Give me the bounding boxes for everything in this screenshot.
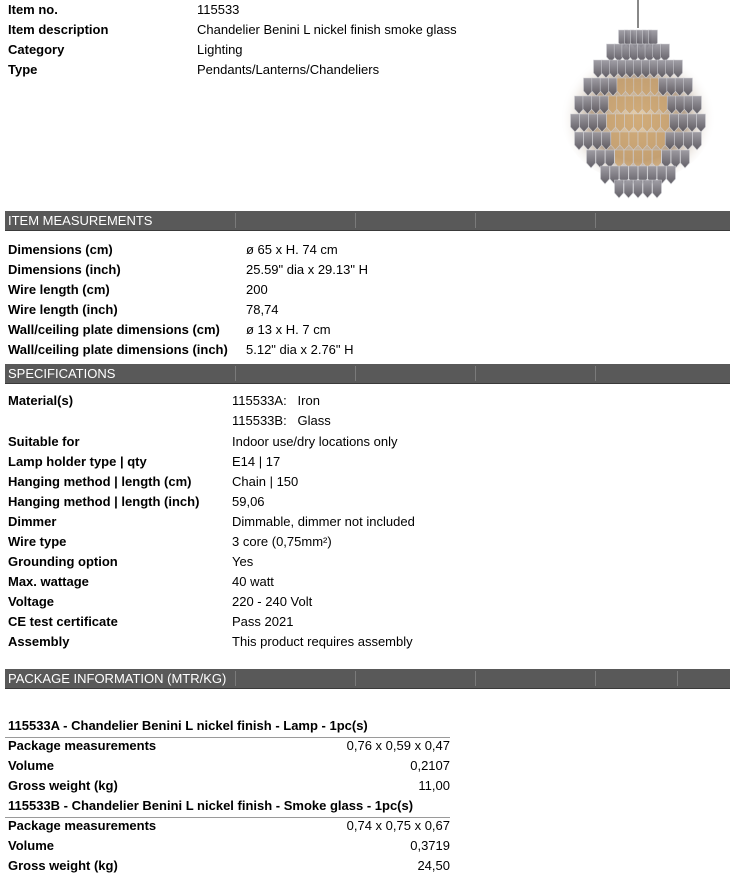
package-a-title: 115533A - Chandelier Benini L nickel finish - Lamp - 1pc(s): [8, 718, 368, 733]
section-bar-measurements: [5, 211, 730, 231]
row-label: Wire type: [8, 534, 67, 549]
row-label: Suitable for: [8, 434, 80, 449]
bar-divider: [355, 366, 356, 381]
bar-divider: [595, 366, 596, 381]
type-label: Type: [8, 62, 38, 77]
section-title-package: PACKAGE INFORMATION (MTR/KG): [8, 671, 227, 686]
glass-crystal: [667, 166, 676, 184]
package-a-measurements-value: 0,76 x 0,59 x 0,47: [346, 738, 450, 753]
package-b-title: 115533B - Chandelier Benini L nickel finish - Smoke glass - 1pc(s): [8, 798, 414, 813]
row-label: Wire length (cm): [8, 282, 110, 297]
row-label: Wall/ceiling plate dimensions (inch): [8, 342, 228, 357]
glass-crystals: [571, 30, 706, 198]
bar-divider: [595, 671, 596, 686]
row-value: Pass 2021: [232, 614, 294, 629]
row-value: This product requires assembly: [232, 634, 413, 649]
bar-divider: [235, 671, 236, 686]
type-value: Pendants/Lanterns/Chandeliers: [197, 62, 380, 77]
row-label: CE test certificate: [8, 614, 118, 629]
item-no-label: Item no.: [8, 2, 58, 17]
bar-divider: [235, 213, 236, 228]
row-value: ø 13 x H. 7 cm: [246, 322, 331, 337]
glass-crystal: [615, 180, 624, 198]
bar-divider: [355, 213, 356, 228]
glass-crystal: [643, 180, 652, 198]
row-value: Dimmable, dimmer not included: [232, 514, 415, 529]
row-value: 5.12" dia x 2.76" H: [246, 342, 354, 357]
section-bar-specifications: [5, 364, 730, 384]
package-b-measurements-label: Package measurements: [8, 818, 157, 833]
row-label: Dimensions (cm): [8, 242, 113, 257]
row-value: Yes: [232, 554, 254, 569]
row-value: 200: [246, 282, 268, 297]
bar-divider: [475, 366, 476, 381]
bar-divider: [475, 213, 476, 228]
bar-divider: [677, 671, 678, 686]
package-b-weight-value: 24,50: [417, 858, 450, 873]
row-label: Assembly: [8, 634, 70, 649]
row-value: Indoor use/dry locations only: [232, 434, 398, 449]
material-b-value: 115533B: Glass: [232, 413, 331, 428]
row-value: 59,06: [232, 494, 265, 509]
row-label: Hanging method | length (cm): [8, 474, 192, 489]
material-a-value: 115533A: Iron: [232, 393, 320, 408]
row-value: Chain | 150: [232, 474, 299, 489]
package-a-weight-label: Gross weight (kg): [8, 778, 118, 793]
row-label: Voltage: [8, 594, 54, 609]
package-a-volume-label: Volume: [8, 758, 54, 773]
package-b-volume-value: 0,3719: [410, 838, 450, 853]
row-value: 40 watt: [232, 574, 274, 589]
glass-crystal: [624, 180, 633, 198]
row-label: Max. wattage: [8, 574, 89, 589]
category-label: Category: [8, 42, 65, 57]
package-b-measurements-value: 0,74 x 0,75 x 0,67: [346, 818, 450, 833]
item-no-value: 115533: [197, 2, 240, 17]
package-a-measurements-label: Package measurements: [8, 738, 157, 753]
package-a-weight-value: 11,00: [418, 778, 450, 793]
glass-crystal: [634, 180, 643, 198]
row-label: Dimmer: [8, 514, 57, 529]
glass-crystal: [601, 166, 610, 184]
row-value: E14 | 17: [232, 454, 281, 469]
row-label: Dimensions (inch): [8, 262, 121, 277]
row-label: Grounding option: [8, 554, 118, 569]
bar-divider: [595, 213, 596, 228]
row-value: ø 65 x H. 74 cm: [246, 242, 338, 257]
row-label: Hanging method | length (inch): [8, 494, 200, 509]
row-value: 3 core (0,75mm²): [232, 534, 332, 549]
item-description-value: Chandelier Benini L nickel finish smoke glass: [197, 22, 457, 37]
item-description-label: Item description: [8, 22, 109, 37]
section-bar-package: [5, 669, 730, 689]
package-b-volume-label: Volume: [8, 838, 54, 853]
product-photo: [548, 0, 728, 200]
row-value: 78,74: [246, 302, 279, 317]
bar-divider: [235, 366, 236, 381]
row-value: 25.59" dia x 29.13" H: [246, 262, 368, 277]
section-title-measurements: ITEM MEASUREMENTS: [8, 213, 153, 228]
package-a-volume-value: 0,2107: [410, 758, 450, 773]
row-label: Lamp holder type | qty: [8, 454, 147, 469]
row-label: Wall/ceiling plate dimensions (cm): [8, 322, 220, 337]
package-b-weight-label: Gross weight (kg): [8, 858, 118, 873]
row-label: Wire length (inch): [8, 302, 118, 317]
material-label: Material(s): [8, 393, 74, 408]
row-value: 220 - 240 Volt: [232, 594, 313, 609]
bar-divider: [475, 671, 476, 686]
bar-divider: [355, 671, 356, 686]
section-title-specifications: SPECIFICATIONS: [8, 366, 116, 381]
category-value: Lighting: [197, 42, 243, 57]
glass-crystal: [653, 180, 662, 198]
